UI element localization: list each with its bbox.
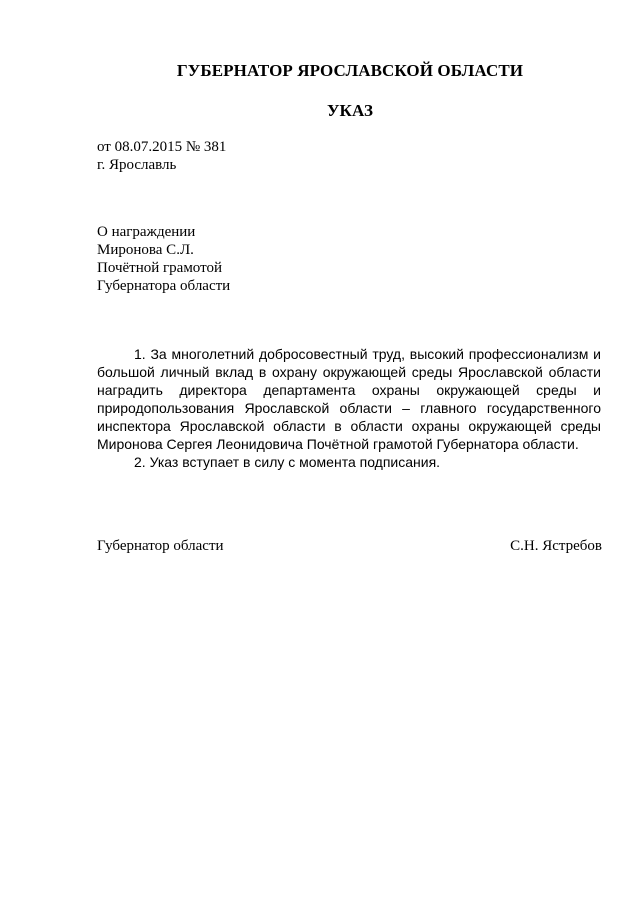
subject-line: Губернатора области bbox=[97, 278, 231, 294]
paragraph-2: 2. Указ вступает в силу с момента подписания. bbox=[134, 454, 441, 470]
subject-line: Почётной грамотой bbox=[97, 260, 222, 276]
signatory-title: Губернатор области bbox=[97, 538, 224, 554]
place: г. Ярославль bbox=[97, 157, 177, 173]
document-body bbox=[97, 345, 601, 471]
document-type: УКАЗ bbox=[326, 101, 374, 120]
subject-line: Миронова С.Л. bbox=[97, 242, 194, 258]
subject-line: О награждении bbox=[97, 224, 196, 240]
paragraph-1: 1. За многолетний добросовестный труд, высокий профессионализм и большой личный вклад в охрану окружающей среды Ярославской области наградить директора департамента охраны окружающей среды и природопользования Ярославской области – главного государственного инспектора Ярославской области в области охраны окружающей среды Миронова Сергея Леонидовича Почётной грамотой Губернатора области. bbox=[97, 346, 601, 452]
document-issuer: ГУБЕРНАТОР ЯРОСЛАВСКОЙ ОБЛАСТИ bbox=[176, 61, 524, 80]
document-subject bbox=[97, 223, 230, 295]
document-meta bbox=[97, 138, 226, 174]
signatory-name: С.Н. Ястребов bbox=[510, 538, 602, 554]
date-number: от 08.07.2015 № 381 bbox=[97, 139, 227, 155]
